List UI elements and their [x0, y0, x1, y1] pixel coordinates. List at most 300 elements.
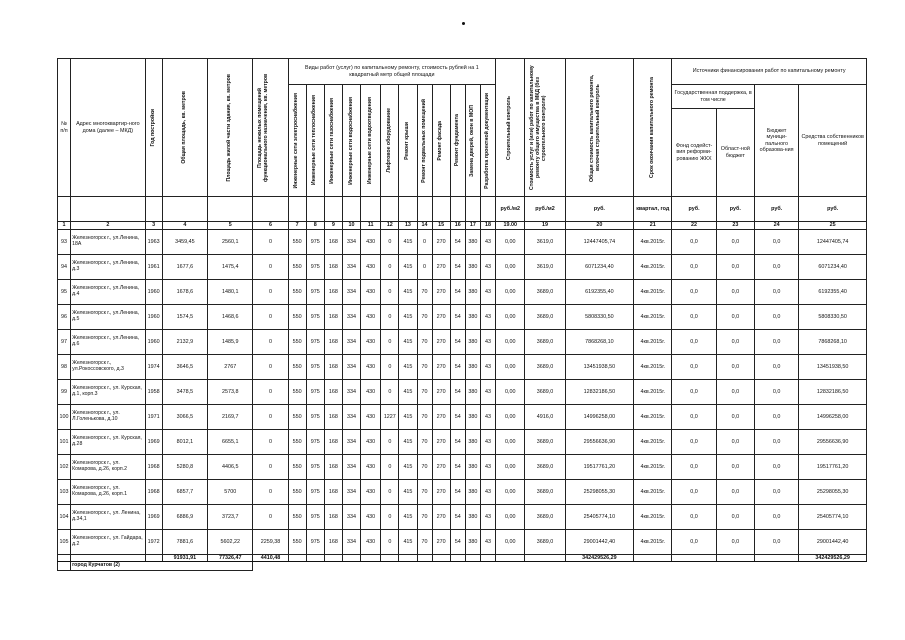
row-deadline: 4кв.2015г. [634, 530, 672, 555]
row-work-cost-11: 380 [465, 230, 480, 255]
row-control: 0,00 [496, 330, 525, 355]
row-work-cost-6: 1227 [381, 405, 399, 430]
row-no: 96 [58, 305, 71, 330]
row-owners: 29001442,40 [799, 530, 867, 555]
row-control: 0,00 [496, 280, 525, 305]
row-municipal: 0,0 [754, 255, 798, 280]
column-numbers-row [58, 222, 867, 230]
row-work-cost-3: 168 [324, 405, 342, 430]
column-number: 13 [399, 222, 417, 230]
row-control: 0,00 [496, 380, 525, 405]
row-regional: 0,0 [716, 380, 754, 405]
row-cost-per-m2: 3689,0 [525, 305, 565, 330]
row-year: 1974 [145, 355, 162, 380]
row-living-area: 2767 [208, 355, 253, 380]
row-living-area: 1475,4 [208, 255, 253, 280]
row-owners: 7868268,10 [799, 330, 867, 355]
row-work-cost-12: 43 [480, 505, 495, 530]
row-fund: 0,0 [672, 405, 716, 430]
row-cost-per-m2: 3689,0 [525, 455, 565, 480]
row-regional: 0,0 [716, 480, 754, 505]
row-work-cost-3: 168 [324, 280, 342, 305]
row-cost-per-m2: 3619,0 [525, 255, 565, 280]
row-no: 98 [58, 355, 71, 380]
row-fund: 0,0 [672, 530, 716, 555]
row-municipal: 0,0 [754, 505, 798, 530]
header-work-6: Лифтовое оборудование [381, 85, 399, 197]
row-work-cost-5: 430 [361, 530, 381, 555]
row-address: Железногорск г., ул. Гайдара, д.2 [71, 530, 146, 555]
row-fund: 0,0 [672, 505, 716, 530]
row-work-cost-5: 430 [361, 480, 381, 505]
row-work-cost-12: 43 [480, 380, 495, 405]
row-total-area: 3066,5 [162, 405, 207, 430]
header-work-1: Инженерные сети электроснабжения [288, 85, 306, 197]
column-number: 14 [417, 222, 432, 230]
row-address: Железногорск г., ул. Комарова, д.26, корп.2 [71, 455, 146, 480]
row-work-cost-3: 168 [324, 255, 342, 280]
row-work-cost-11: 380 [465, 305, 480, 330]
row-deadline: 4кв.2015г. [634, 405, 672, 430]
table-row [58, 455, 867, 480]
row-work-cost-1: 550 [288, 530, 306, 555]
row-living-area: 2169,7 [208, 405, 253, 430]
row-control: 0,00 [496, 305, 525, 330]
unit-cost-per-m2: руб./м2 [525, 197, 565, 222]
row-total-cost: 13451938,50 [565, 355, 633, 380]
row-work-cost-12: 43 [480, 230, 495, 255]
row-total-area: 8012,1 [162, 430, 207, 455]
row-work-cost-4: 334 [342, 280, 360, 305]
row-address: Железногорск г., ул.Ленина, д.5 [71, 305, 146, 330]
row-work-cost-11: 380 [465, 380, 480, 405]
row-total-area: 1574,5 [162, 305, 207, 330]
row-fund: 0,0 [672, 355, 716, 380]
row-deadline: 4кв.2015г. [634, 355, 672, 380]
row-municipal: 0,0 [754, 230, 798, 255]
header-work-5: Инженерные сети водоотведения [361, 85, 381, 197]
row-total-area: 6886,9 [162, 505, 207, 530]
row-living-area: 6655,1 [208, 430, 253, 455]
row-year: 1968 [145, 480, 162, 505]
row-nonres-area: 2259,38 [253, 530, 288, 555]
row-work-cost-12: 43 [480, 280, 495, 305]
row-work-cost-2: 975 [306, 330, 324, 355]
header-regional: Област-ной бюджет [716, 109, 754, 197]
column-number: 20 [565, 222, 633, 230]
row-control: 0,00 [496, 255, 525, 280]
table-row [58, 230, 867, 255]
row-work-cost-4: 334 [342, 330, 360, 355]
row-work-cost-1: 550 [288, 355, 306, 380]
row-address: Железногорск г., ул. Комарова, д.26, корп.1 [71, 480, 146, 505]
column-number: 25 [799, 222, 867, 230]
total-cost-sum: 342429526,29 [565, 555, 633, 562]
row-nonres-area: 0 [253, 255, 288, 280]
row-total-area: 6857,7 [162, 480, 207, 505]
row-fund: 0,0 [672, 230, 716, 255]
row-work-cost-7: 415 [399, 380, 417, 405]
row-work-cost-11: 380 [465, 530, 480, 555]
unit-control: руб./м2 [496, 197, 525, 222]
row-work-cost-2: 975 [306, 455, 324, 480]
row-nonres-area: 0 [253, 380, 288, 405]
row-total-cost: 25298055,30 [565, 480, 633, 505]
total-nonres: 4410,48 [253, 555, 288, 562]
row-work-cost-5: 430 [361, 505, 381, 530]
column-number: 1 [58, 222, 71, 230]
row-work-cost-2: 975 [306, 505, 324, 530]
row-owners: 29556636,90 [799, 430, 867, 455]
row-living-area: 2560,1 [208, 230, 253, 255]
row-work-cost-10: 54 [450, 480, 465, 505]
column-number: 9 [324, 222, 342, 230]
column-number: 10 [342, 222, 360, 230]
row-cost-per-m2: 3689,0 [525, 330, 565, 355]
row-work-cost-9: 270 [432, 280, 450, 305]
row-cost-per-m2: 3689,0 [525, 430, 565, 455]
header-sources-group: Источники финансирования работ по капитальному ремонту [672, 59, 867, 85]
row-work-cost-4: 334 [342, 530, 360, 555]
row-work-cost-10: 54 [450, 305, 465, 330]
capital-repair-register-table [57, 58, 867, 571]
row-cost-per-m2: 4916,0 [525, 405, 565, 430]
row-work-cost-7: 415 [399, 330, 417, 355]
row-municipal: 0,0 [754, 430, 798, 455]
table-row [58, 505, 867, 530]
row-work-cost-8: 70 [417, 530, 432, 555]
row-total-cost: 25405774,10 [565, 505, 633, 530]
table-row [58, 305, 867, 330]
row-total-area: 3646,5 [162, 355, 207, 380]
row-deadline: 4кв.2015г. [634, 380, 672, 405]
row-work-cost-2: 975 [306, 305, 324, 330]
row-year: 1972 [145, 530, 162, 555]
totals-row [58, 555, 867, 562]
row-cost-per-m2: 3689,0 [525, 380, 565, 405]
column-number: 8 [306, 222, 324, 230]
row-work-cost-12: 43 [480, 355, 495, 380]
row-work-cost-4: 334 [342, 405, 360, 430]
row-work-cost-8: 70 [417, 455, 432, 480]
row-work-cost-8: 70 [417, 330, 432, 355]
row-nonres-area: 0 [253, 405, 288, 430]
row-work-cost-10: 54 [450, 355, 465, 380]
header-work-4: Инженерные сети водоснабжения [342, 85, 360, 197]
row-total-area: 3478,5 [162, 380, 207, 405]
row-deadline: 4кв.2015г. [634, 505, 672, 530]
row-total-cost: 12447405,74 [565, 230, 633, 255]
column-number: 11 [361, 222, 381, 230]
row-work-cost-10: 54 [450, 455, 465, 480]
unit-fund: руб. [672, 197, 716, 222]
row-deadline: 4кв.2015г. [634, 230, 672, 255]
row-total-cost: 29001442,40 [565, 530, 633, 555]
row-work-cost-10: 54 [450, 230, 465, 255]
row-owners: 12447405,74 [799, 230, 867, 255]
column-number: 12 [381, 222, 399, 230]
row-work-cost-11: 380 [465, 430, 480, 455]
row-work-cost-2: 975 [306, 230, 324, 255]
row-work-cost-11: 380 [465, 280, 480, 305]
row-no: 101 [58, 430, 71, 455]
row-work-cost-9: 270 [432, 230, 450, 255]
row-work-cost-7: 415 [399, 430, 417, 455]
row-work-cost-11: 380 [465, 355, 480, 380]
row-municipal: 0,0 [754, 480, 798, 505]
header-work-2: Инженерные сети теплоснабжения [306, 85, 324, 197]
row-work-cost-1: 550 [288, 380, 306, 405]
row-total-cost: 29556636,90 [565, 430, 633, 455]
row-work-cost-5: 430 [361, 230, 381, 255]
row-work-cost-3: 168 [324, 430, 342, 455]
row-regional: 0,0 [716, 455, 754, 480]
row-no: 100 [58, 405, 71, 430]
column-number: 6 [253, 222, 288, 230]
row-work-cost-6: 0 [381, 380, 399, 405]
header-no: № п/п [58, 59, 71, 197]
row-work-cost-9: 270 [432, 505, 450, 530]
header-control: Строительный контроль [496, 59, 525, 197]
row-regional: 0,0 [716, 530, 754, 555]
row-address: Железногорск г., ул.Ленина, д.4 [71, 280, 146, 305]
row-work-cost-11: 380 [465, 455, 480, 480]
header-total-area: Общая площадь, кв. метров [162, 59, 207, 197]
row-work-cost-8: 0 [417, 230, 432, 255]
row-work-cost-2: 975 [306, 355, 324, 380]
row-nonres-area: 0 [253, 305, 288, 330]
row-work-cost-3: 168 [324, 330, 342, 355]
row-nonres-area: 0 [253, 455, 288, 480]
row-fund: 0,0 [672, 305, 716, 330]
row-control: 0,00 [496, 530, 525, 555]
row-work-cost-10: 54 [450, 530, 465, 555]
row-address: Железногорск г., ул. Курская, д.28 [71, 430, 146, 455]
row-regional: 0,0 [716, 505, 754, 530]
row-deadline: 4кв.2015г. [634, 430, 672, 455]
row-work-cost-3: 168 [324, 305, 342, 330]
row-control: 0,00 [496, 230, 525, 255]
row-work-cost-3: 168 [324, 505, 342, 530]
row-work-cost-5: 430 [361, 430, 381, 455]
row-work-cost-8: 0 [417, 255, 432, 280]
row-fund: 0,0 [672, 430, 716, 455]
row-owners: 25405774,10 [799, 505, 867, 530]
column-number: 17 [465, 222, 480, 230]
row-work-cost-12: 43 [480, 405, 495, 430]
row-work-cost-11: 380 [465, 405, 480, 430]
row-work-cost-6: 0 [381, 355, 399, 380]
row-work-cost-7: 415 [399, 280, 417, 305]
total-area: 91931,91 [162, 555, 207, 562]
row-work-cost-7: 415 [399, 480, 417, 505]
row-work-cost-6: 0 [381, 505, 399, 530]
row-total-cost: 14996258,00 [565, 405, 633, 430]
header-cost-per-m2: Стоимость услуг и (или) работ по капитальному ремонту общего имущества в МКД (без строительного контроля) [525, 59, 565, 197]
row-year: 1960 [145, 280, 162, 305]
column-number: 18 [480, 222, 495, 230]
row-municipal: 0,0 [754, 280, 798, 305]
row-work-cost-3: 168 [324, 480, 342, 505]
row-work-cost-5: 430 [361, 355, 381, 380]
header-work-12: Разработка проектной документации [480, 85, 495, 197]
row-living-area: 1468,6 [208, 305, 253, 330]
total-owners-sum: 342429526,29 [799, 555, 867, 562]
header-work-9: Ремонт фасада [432, 85, 450, 197]
row-work-cost-1: 550 [288, 280, 306, 305]
row-total-cost: 12832186,50 [565, 380, 633, 405]
row-work-cost-5: 430 [361, 330, 381, 355]
row-work-cost-6: 0 [381, 330, 399, 355]
header-row-1 [58, 59, 867, 85]
row-work-cost-1: 550 [288, 505, 306, 530]
row-work-cost-9: 270 [432, 380, 450, 405]
table-row [58, 280, 867, 305]
row-work-cost-11: 380 [465, 330, 480, 355]
row-deadline: 4кв.2015г. [634, 280, 672, 305]
row-total-cost: 6192355,40 [565, 280, 633, 305]
header-year: Год постройки [145, 59, 162, 197]
row-work-cost-7: 415 [399, 530, 417, 555]
row-work-cost-6: 0 [381, 280, 399, 305]
row-work-cost-1: 550 [288, 455, 306, 480]
row-work-cost-1: 550 [288, 330, 306, 355]
row-fund: 0,0 [672, 280, 716, 305]
row-municipal: 0,0 [754, 455, 798, 480]
row-total-area: 7881,6 [162, 530, 207, 555]
row-work-cost-1: 550 [288, 305, 306, 330]
row-work-cost-7: 415 [399, 305, 417, 330]
row-work-cost-5: 430 [361, 405, 381, 430]
row-work-cost-4: 334 [342, 305, 360, 330]
row-work-cost-8: 70 [417, 380, 432, 405]
row-address: Железногорск г., ул.Ленина, д.3 [71, 255, 146, 280]
row-deadline: 4кв.2015г. [634, 255, 672, 280]
row-work-cost-7: 415 [399, 255, 417, 280]
row-work-cost-6: 0 [381, 430, 399, 455]
row-work-cost-9: 270 [432, 480, 450, 505]
row-total-area: 2132,9 [162, 330, 207, 355]
row-address: Железногорск г., ул.Ленина, д.6 [71, 330, 146, 355]
row-municipal: 0,0 [754, 305, 798, 330]
table-row [58, 480, 867, 505]
row-work-cost-7: 415 [399, 230, 417, 255]
table-row [58, 430, 867, 455]
row-work-cost-5: 430 [361, 455, 381, 480]
column-number: 22 [672, 222, 716, 230]
row-work-cost-6: 0 [381, 255, 399, 280]
row-work-cost-4: 334 [342, 255, 360, 280]
row-no: 105 [58, 530, 71, 555]
row-work-cost-12: 43 [480, 455, 495, 480]
header-work-11: Замена дверей, окон в МОП [465, 85, 480, 197]
row-work-cost-10: 54 [450, 505, 465, 530]
row-cost-per-m2: 3689,0 [525, 530, 565, 555]
row-total-cost: 6071234,40 [565, 255, 633, 280]
row-work-cost-5: 430 [361, 380, 381, 405]
header-fund: Фонд содейст-вия реформи-рованию ЖКХ [672, 109, 716, 197]
row-owners: 25298055,30 [799, 480, 867, 505]
row-address: Железногорск г., ул.Рокоссовского, д.3 [71, 355, 146, 380]
row-work-cost-2: 975 [306, 430, 324, 455]
row-municipal: 0,0 [754, 530, 798, 555]
header-address: Адрес многоквартир-ного дома (далее – МКД) [71, 59, 146, 197]
row-year: 1971 [145, 405, 162, 430]
row-regional: 0,0 [716, 330, 754, 355]
row-work-cost-10: 54 [450, 380, 465, 405]
register-rows [58, 230, 867, 555]
row-cost-per-m2: 3689,0 [525, 480, 565, 505]
city-label: город Курчатов (2) [71, 562, 253, 571]
total-living: 77326,47 [208, 555, 253, 562]
row-municipal: 0,0 [754, 355, 798, 380]
header-work-8: Ремонт подвальных помещений [417, 85, 432, 197]
column-number: 24 [754, 222, 798, 230]
row-work-cost-2: 975 [306, 380, 324, 405]
row-work-cost-12: 43 [480, 330, 495, 355]
row-work-cost-11: 380 [465, 480, 480, 505]
column-number: 23 [716, 222, 754, 230]
row-total-area: 1678,6 [162, 280, 207, 305]
header-work-7: Ремонт крыши [399, 85, 417, 197]
row-work-cost-4: 334 [342, 230, 360, 255]
row-deadline: 4кв.2015г. [634, 305, 672, 330]
row-regional: 0,0 [716, 280, 754, 305]
row-no: 103 [58, 480, 71, 505]
row-cost-per-m2: 3619,0 [525, 230, 565, 255]
row-work-cost-12: 43 [480, 255, 495, 280]
row-deadline: 4кв.2015г. [634, 455, 672, 480]
row-work-cost-2: 975 [306, 255, 324, 280]
row-municipal: 0,0 [754, 330, 798, 355]
row-work-cost-3: 168 [324, 230, 342, 255]
row-cost-per-m2: 3689,0 [525, 505, 565, 530]
table-row [58, 530, 867, 555]
column-number: 4 [162, 222, 207, 230]
row-no: 95 [58, 280, 71, 305]
row-regional: 0,0 [716, 430, 754, 455]
unit-deadline: квартал, год [634, 197, 672, 222]
row-total-area: 3459,45 [162, 230, 207, 255]
header-living-area: Площадь жилой части здания, кв. метров [208, 59, 253, 197]
row-control: 0,00 [496, 455, 525, 480]
table-row [58, 255, 867, 280]
row-owners: 6071234,40 [799, 255, 867, 280]
row-work-cost-1: 550 [288, 405, 306, 430]
row-work-cost-8: 70 [417, 480, 432, 505]
table-row [58, 355, 867, 380]
row-total-cost: 19517761,20 [565, 455, 633, 480]
row-control: 0,00 [496, 430, 525, 455]
row-no: 93 [58, 230, 71, 255]
row-fund: 0,0 [672, 455, 716, 480]
row-work-cost-3: 168 [324, 455, 342, 480]
row-work-cost-10: 54 [450, 255, 465, 280]
row-work-cost-7: 415 [399, 355, 417, 380]
row-work-cost-8: 70 [417, 305, 432, 330]
header-deadline: Срок окончания капитального ремонта [634, 59, 672, 197]
row-nonres-area: 0 [253, 505, 288, 530]
city-section-row [58, 562, 867, 571]
row-year: 1968 [145, 455, 162, 480]
row-work-cost-6: 0 [381, 455, 399, 480]
row-total-cost: 5808330,50 [565, 305, 633, 330]
row-work-cost-9: 270 [432, 255, 450, 280]
row-fund: 0,0 [672, 330, 716, 355]
row-work-cost-7: 415 [399, 505, 417, 530]
column-number: 2 [71, 222, 146, 230]
row-work-cost-8: 70 [417, 430, 432, 455]
